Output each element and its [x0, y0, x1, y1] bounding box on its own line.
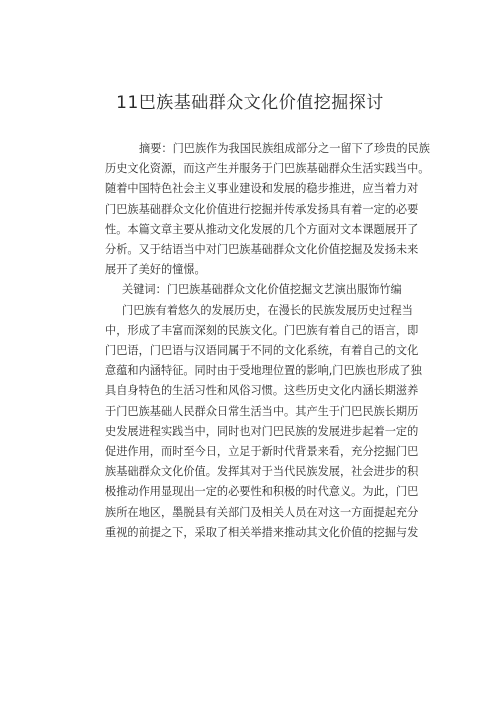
abstract-line: 摘要：门巴族作为我国民族组成部分之一留下了珍贵的民族: [139, 142, 430, 155]
body-line: 于门巴族基础人民群众日常生活当中。其产生于门巴民族长期历: [105, 404, 419, 418]
abstract-line: 性。本篇文章主要从推动文化发展的几个方面对文本课题展开了: [105, 222, 419, 236]
body-line: 重视的前提之下，采取了相关举措来推动其文化价值的挖掘与发: [105, 525, 419, 539]
body-line: 门巴语，门巴语与汉语同属于不同的文化系统，有着自己的文化: [105, 344, 419, 358]
body-line: 族所在地区，墨脱县有关部门及相关人员在对这一方面提起充分: [105, 505, 419, 519]
abstract-line: 展开了美好的憧憬。: [105, 263, 206, 277]
body-line: 史发展进程实践当中，同时也对门巴民族的发展进步起着一定的: [105, 424, 419, 438]
body-line: 意蕴和内涵特征。同时由于受地理位置的影响,门巴族也形成了独: [105, 364, 422, 378]
document-title: 11巴族基础群众文化价值挖掘探讨: [116, 93, 384, 113]
document-body: [105, 139, 430, 543]
abstract-line: 门巴族基础群众文化价值进行挖掘并传承发扬具有着一定的必要: [105, 202, 419, 216]
body-line: 族基础群众文化价值。发挥其对于当代民族发展，社会进步的积: [105, 465, 419, 479]
body-line: 门巴族有着悠久的发展历史，在漫长的民族发展历史过程当: [122, 303, 413, 317]
abstract-line: 随着中国特色社会主义事业建设和发展的稳步推进，应当着力对: [105, 182, 419, 196]
body-line: 极推动作用显现出一定的必要性和积极的时代意义。为此，门巴: [105, 485, 419, 499]
keywords-line: 关键词：门巴族基础群众文化价值挖掘文艺演出服饰竹编: [122, 283, 402, 297]
body-line: 具自身特色的生活习性和风俗习惯。这些历史文化内涵长期滋养: [105, 384, 419, 398]
body-line: 中，形成了丰富而深刻的民族文化。门巴族有着自己的语言，即: [105, 323, 419, 337]
abstract-line: 历史文化资源，而这产生并服务于门巴族基础群众生活实践当中。: [105, 162, 430, 176]
body-line: 促进作用，而时至今日，立足于新时代背景来看，充分挖掘门巴: [105, 445, 419, 459]
abstract-line: 分析。又于结语当中对门巴族基础群众文化价值挖掘及发扬未来: [105, 243, 419, 257]
